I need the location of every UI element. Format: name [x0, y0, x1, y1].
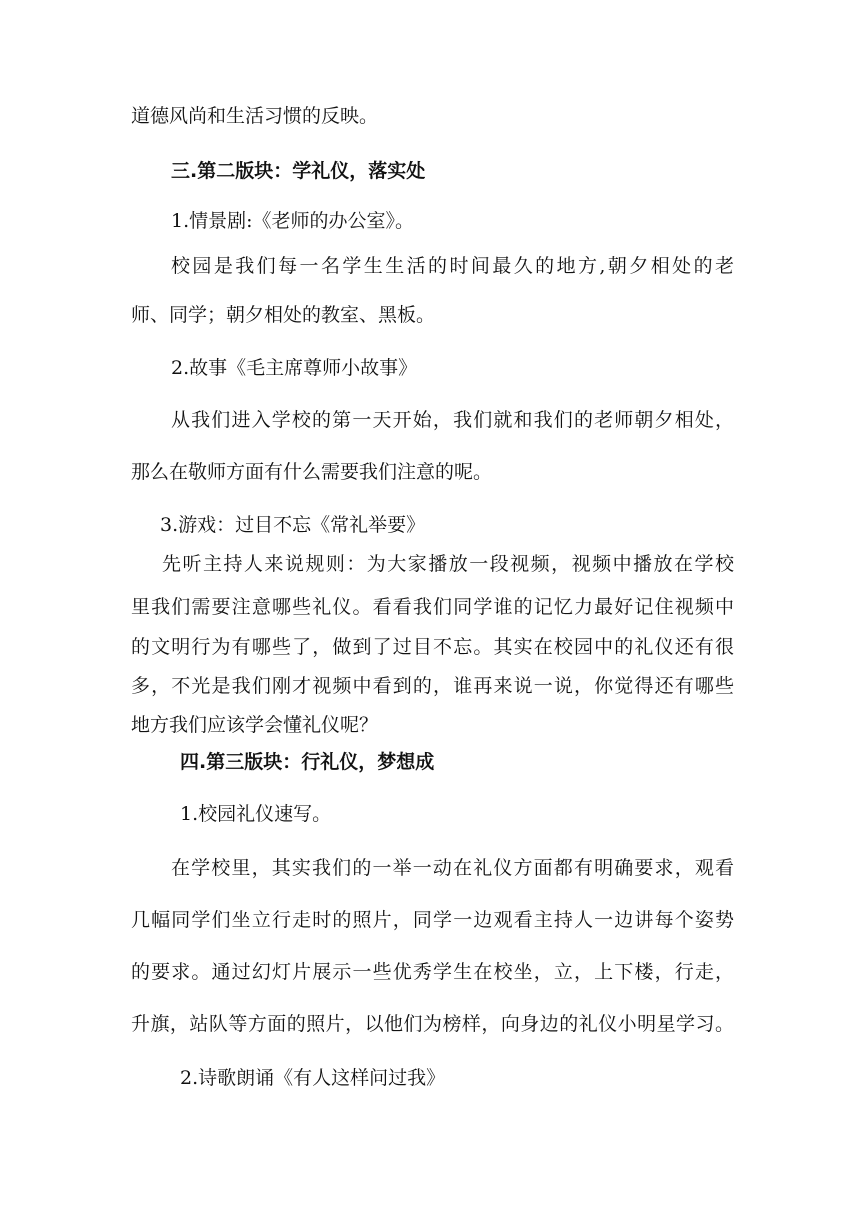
paragraph-line: 那么在敬师方面有什么需要我们注意的呢。 — [131, 461, 493, 483]
paragraph-line: 在学校里，其实我们的一举一动在礼仪方面都有明确要求，观看 — [171, 857, 734, 879]
paragraph-line: 的文明行为有哪些了，做到了过目不忘。其实在校园中的礼仪还有很 — [131, 636, 734, 658]
paragraph-line: 先听主持人来说规则：为大家播放一段视频，视频中播放在学校 — [162, 553, 734, 575]
item-heading: 1.情景剧:《老师的办公室》。 — [171, 210, 415, 232]
item-heading: 2.故事《毛主席尊师小故事》 — [171, 357, 418, 379]
paragraph-line: 几幅同学们坐立行走时的照片，同学一边观看主持人一边讲每个姿势 — [131, 909, 734, 931]
item-heading: 3.游戏：过目不忘《常礼举要》 — [160, 514, 426, 536]
paragraph-line: 多，不光是我们刚才视频中看到的，谁再来说一说，你觉得还有哪些 — [131, 675, 734, 697]
paragraph-line: 师、同学；朝夕相处的教室、黑板。 — [131, 304, 436, 326]
paragraph-line: 升旗，站队等方面的照片，以他们为榜样，向身边的礼仪小明星学习。 — [131, 1013, 734, 1035]
paragraph-line: 道德风尚和生活习惯的反映。 — [131, 105, 379, 127]
paragraph-line: 校园是我们每一名学生生活的时间最久的地方,朝夕相处的老 — [171, 255, 734, 277]
section-heading: 四.第三版块：行礼仪，梦想成 — [180, 751, 435, 773]
item-heading: 2.诗歌朗诵《有人这样问过我》 — [180, 1067, 446, 1089]
paragraph-line: 地方我们应该学会懂礼仪呢？ — [131, 714, 379, 736]
paragraph-line: 从我们进入学校的第一天开始，我们就和我们的老师朝夕相处， — [171, 409, 734, 431]
item-heading: 1.校园礼仪速写。 — [180, 803, 332, 825]
paragraph-line: 的要求。通过幻灯片展示一些优秀学生在校坐，立，上下楼，行走， — [131, 961, 734, 983]
section-heading: 三.第二版块：学礼仪，落实处 — [171, 160, 426, 182]
paragraph-line: 里我们需要注意哪些礼仪。看看我们同学谁的记忆力最好记住视频中 — [131, 596, 734, 618]
